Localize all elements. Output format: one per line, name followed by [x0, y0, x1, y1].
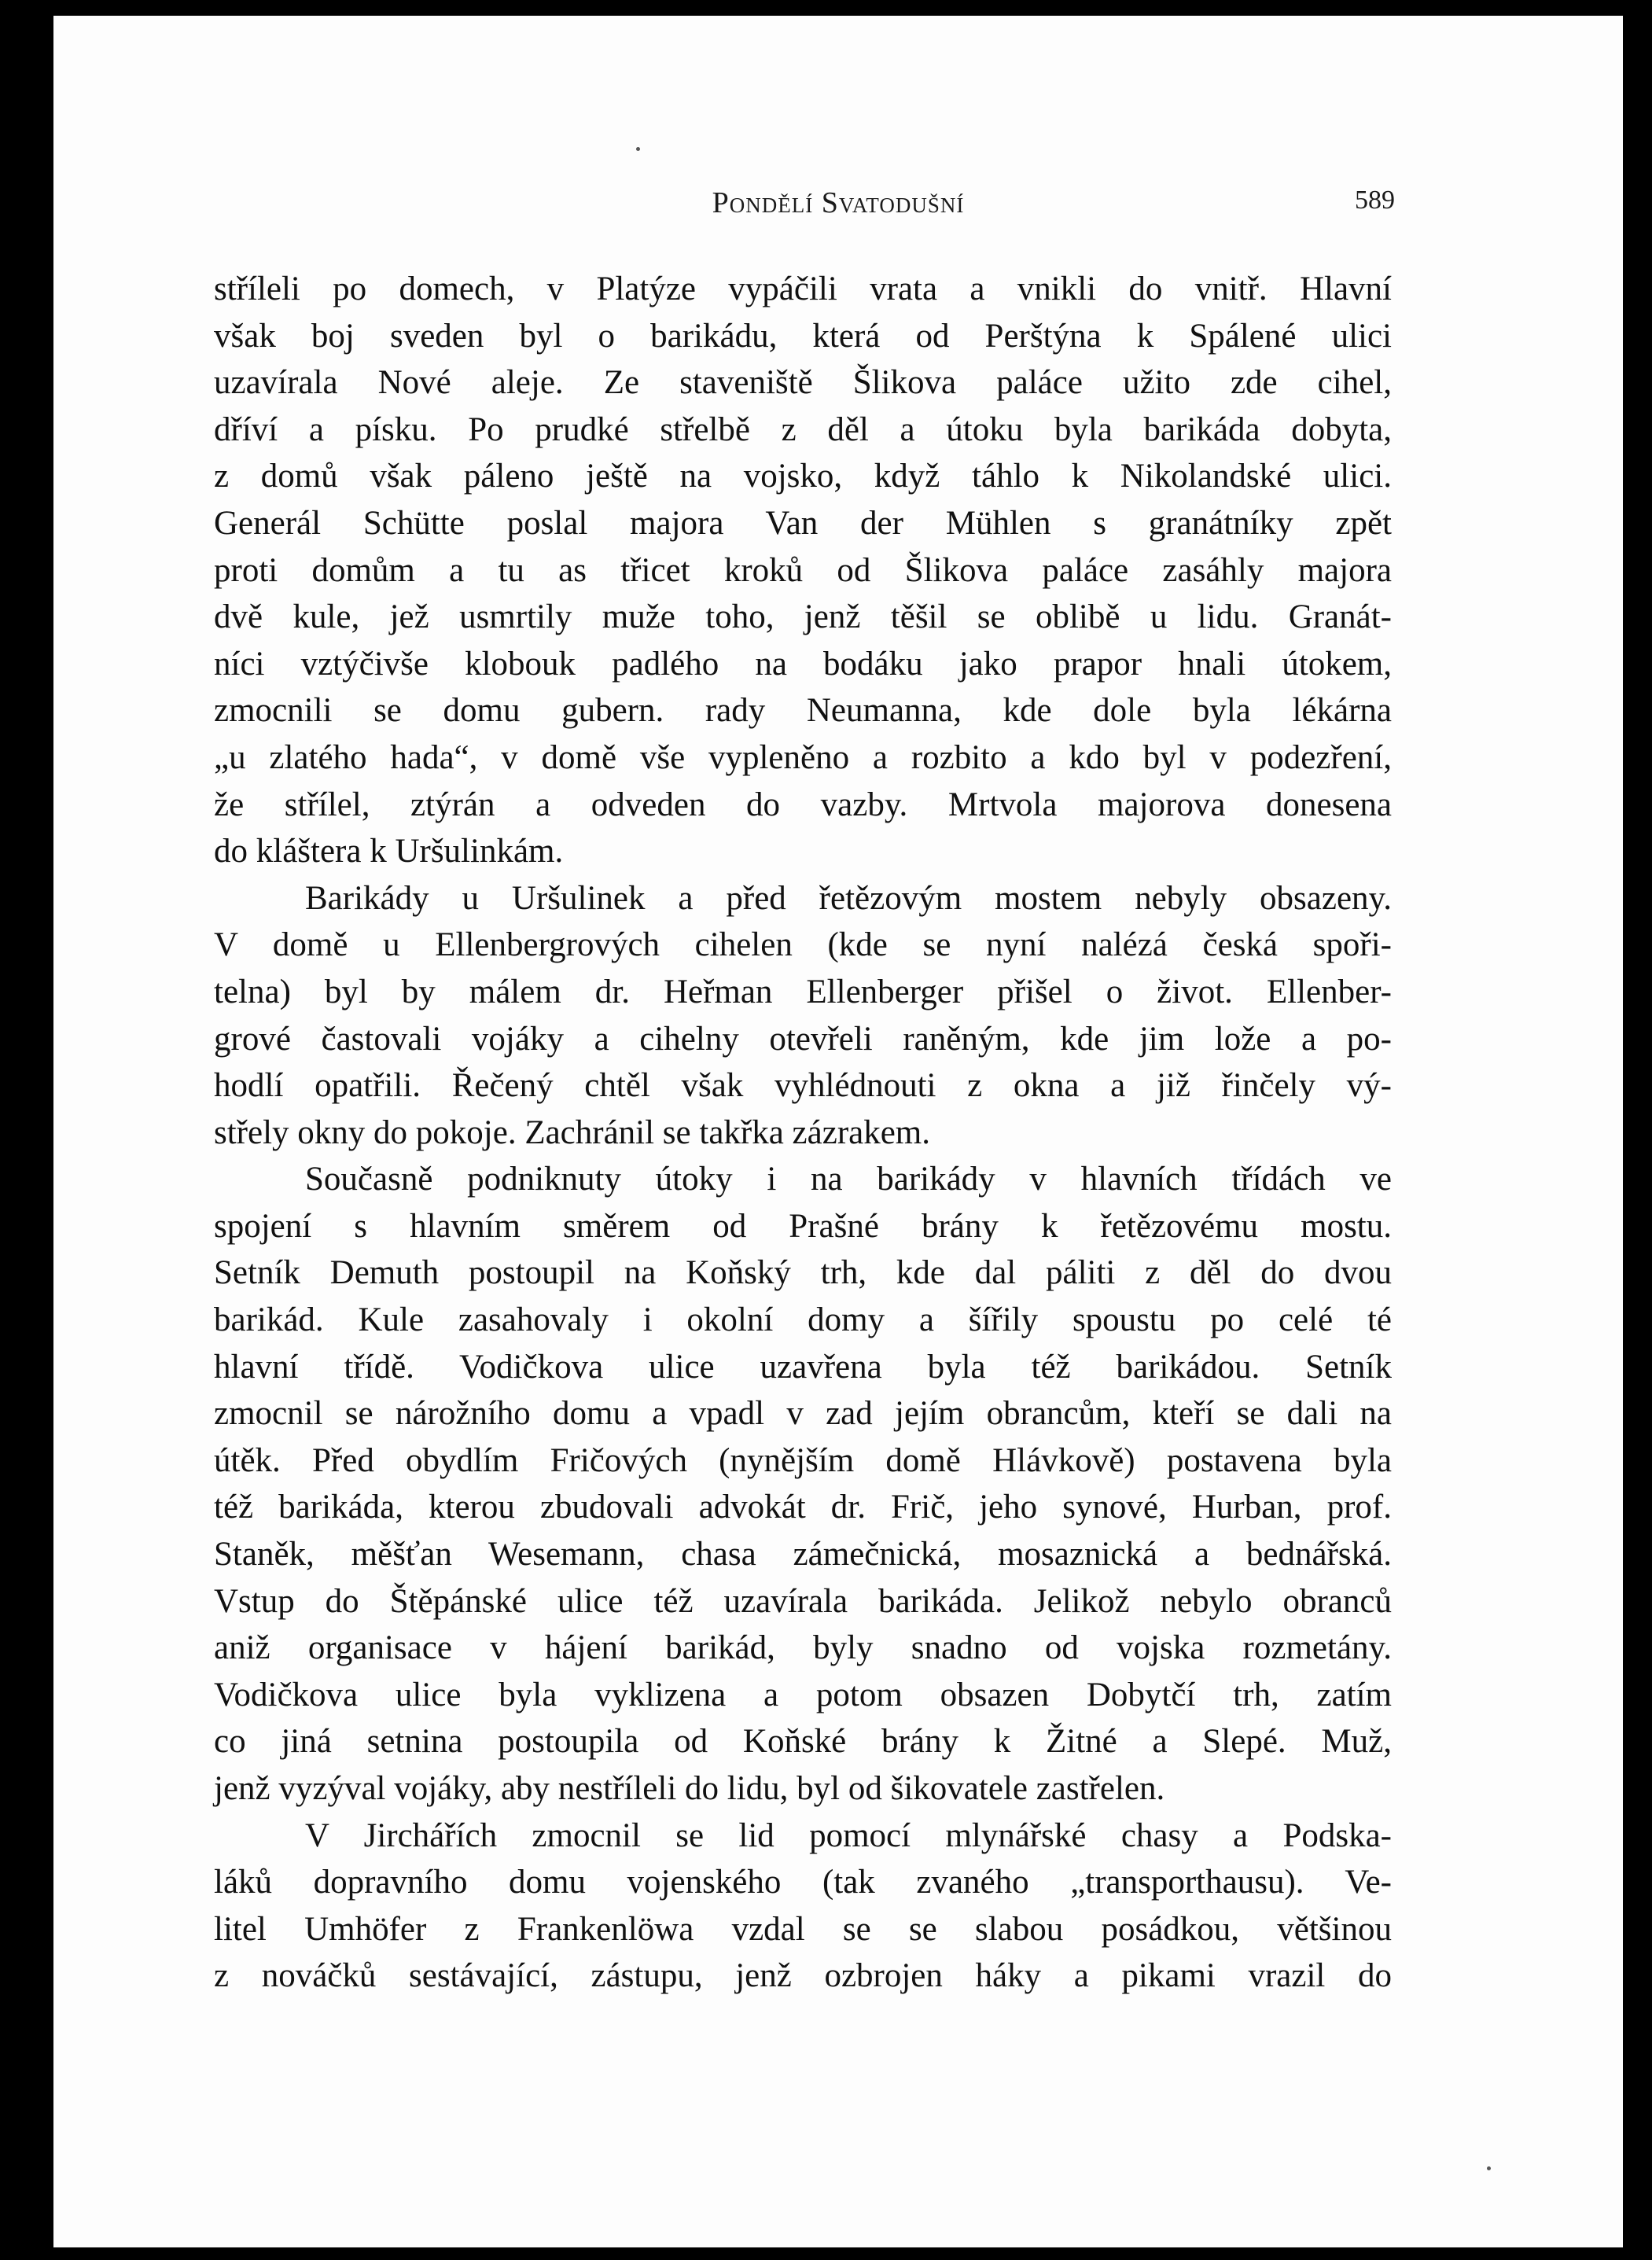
- text-line: spojení s hlavním směrem od Prašné brány k řetězovému mostu.: [214, 1207, 1392, 1245]
- page-number: 589: [1355, 186, 1395, 215]
- page-header: [53, 171, 1623, 219]
- text-line: do kláštera k Uršulinkám.: [214, 833, 564, 871]
- text-line: dvě kule, jež usmrtily muže toho, jenž těšil se oblibě u lidu. Granát-: [214, 598, 1392, 636]
- text-line: Vodičkova ulice byla vyklizena a potom obsazen Dobytčí trh, zatím: [214, 1676, 1392, 1713]
- text-line: litel Umhöfer z Frankenlöwa vzdal se se slabou posádkou, většinou: [214, 1910, 1392, 1948]
- text-line: „u zlatého hada“, v domě vše vypleněno a rozbito a kdo byl v podezření,: [214, 738, 1392, 776]
- text-line: Generál Schütte poslal majora Van der Mühlen s granátníky zpět: [214, 504, 1392, 542]
- text-line: však boj sveden byl o barikádu, která od Perštýna k Spálené ulici: [214, 317, 1392, 355]
- print-speck: [636, 147, 640, 151]
- running-title: Pondělí Svatodušní: [712, 186, 965, 219]
- text-line: střely okny do pokoje. Zachránil se takřka zázrakem.: [214, 1113, 930, 1151]
- text-line: zmocnili se domu gubern. rady Neumanna, kde dole byla lékárna: [214, 692, 1392, 730]
- text-line: hlavní třídě. Vodičkova ulice uzavřena byla též barikádou. Setník: [214, 1348, 1392, 1386]
- text-line: aniž organisace v hájení barikád, byly snadno od vojska rozmetány.: [214, 1629, 1392, 1667]
- text-line: též barikáda, kterou zbudovali advokát dr. Frič, jeho synové, Hurban, prof.: [214, 1489, 1392, 1526]
- text-line: níci vztýčivše klobouk padlého na bodáku jako prapor hnali útokem,: [214, 645, 1392, 683]
- text-line: Staněk, měšťan Wesemann, chasa zámečnická, mosaznická a bednářská.: [214, 1536, 1392, 1574]
- text-line: barikád. Kule zasahovaly i okolní domy a šířily spoustu po celé té: [214, 1301, 1392, 1339]
- text-line: V domě u Ellenbergrových cihelen (kde se nyní nalézá česká spoři-: [214, 926, 1392, 964]
- text-line: zmocnil se nárožního domu a vpadl v zad jejím obrancům, kteří se dali na: [214, 1395, 1392, 1433]
- text-line: proti domům a tu as třicet kroků od Šlikova paláce zasáhly majora: [214, 551, 1392, 589]
- text-line: dříví a písku. Po prudké střelbě z děl a útoku byla barikáda dobyta,: [214, 410, 1392, 448]
- book-page: [53, 16, 1623, 2247]
- text-line: V Jirchářích zmocnil se lid pomocí mlynářské chasy a Podska-: [305, 1816, 1392, 1854]
- text-line: stříleli po domech, v Platýze vypáčili vrata a vnikli do vnitř. Hlavní: [214, 271, 1392, 307]
- text-line: uzavírala Nové aleje. Ze staveniště Šlikova paláce užito zde cihel,: [214, 364, 1392, 402]
- text-line: z nováčků sestávající, zástupu, jenž ozbrojen háky a pikami vrazil do: [214, 1957, 1392, 1995]
- text-line: láků dopravního domu vojenského (tak zvaného „transporthausu). Ve-: [214, 1864, 1392, 1901]
- text-line: jenž vyzýval vojáky, aby nestříleli do lidu, byl od šikovatele zastřelen.: [214, 1770, 1165, 1807]
- text-line: co jiná setnina postoupila od Koňské brány k Žitné a Slepé. Muž,: [214, 1723, 1392, 1761]
- text-line: Vstup do Štěpánské ulice též uzavírala barikáda. Jelikož nebylo obranců: [214, 1582, 1392, 1620]
- body-text: [214, 266, 1392, 2000]
- print-speck: [1487, 2166, 1491, 2170]
- text-line: telna) byl by málem dr. Heřman Ellenberger přišel o život. Ellenber-: [214, 973, 1392, 1010]
- text-line: Setník Demuth postoupil na Koňský trh, kde dal páliti z děl do dvou: [214, 1254, 1392, 1292]
- text-line: grové častovali vojáky a cihelny otevřeli raněným, kde jim lože a po-: [214, 1020, 1392, 1058]
- text-line: že střílel, ztýrán a odveden do vazby. Mrtvola majorova donesena: [214, 786, 1392, 823]
- text-line: Barikády u Uršulinek a před řetězovým mostem nebyly obsazeny.: [305, 879, 1392, 917]
- text-line: útěk. Před obydlím Fričových (nynějším domě Hlávkově) postavena byla: [214, 1441, 1392, 1479]
- text-line: hodlí opatřili. Řečený chtěl však vyhlédnouti z okna a již řinčely vý-: [214, 1067, 1392, 1105]
- text-line: Současně podniknuty útoky i na barikády v hlavních třídách ve: [305, 1161, 1392, 1198]
- text-line: z domů však páleno ještě na vojsko, když táhlo k Nikolandské ulici.: [214, 458, 1392, 495]
